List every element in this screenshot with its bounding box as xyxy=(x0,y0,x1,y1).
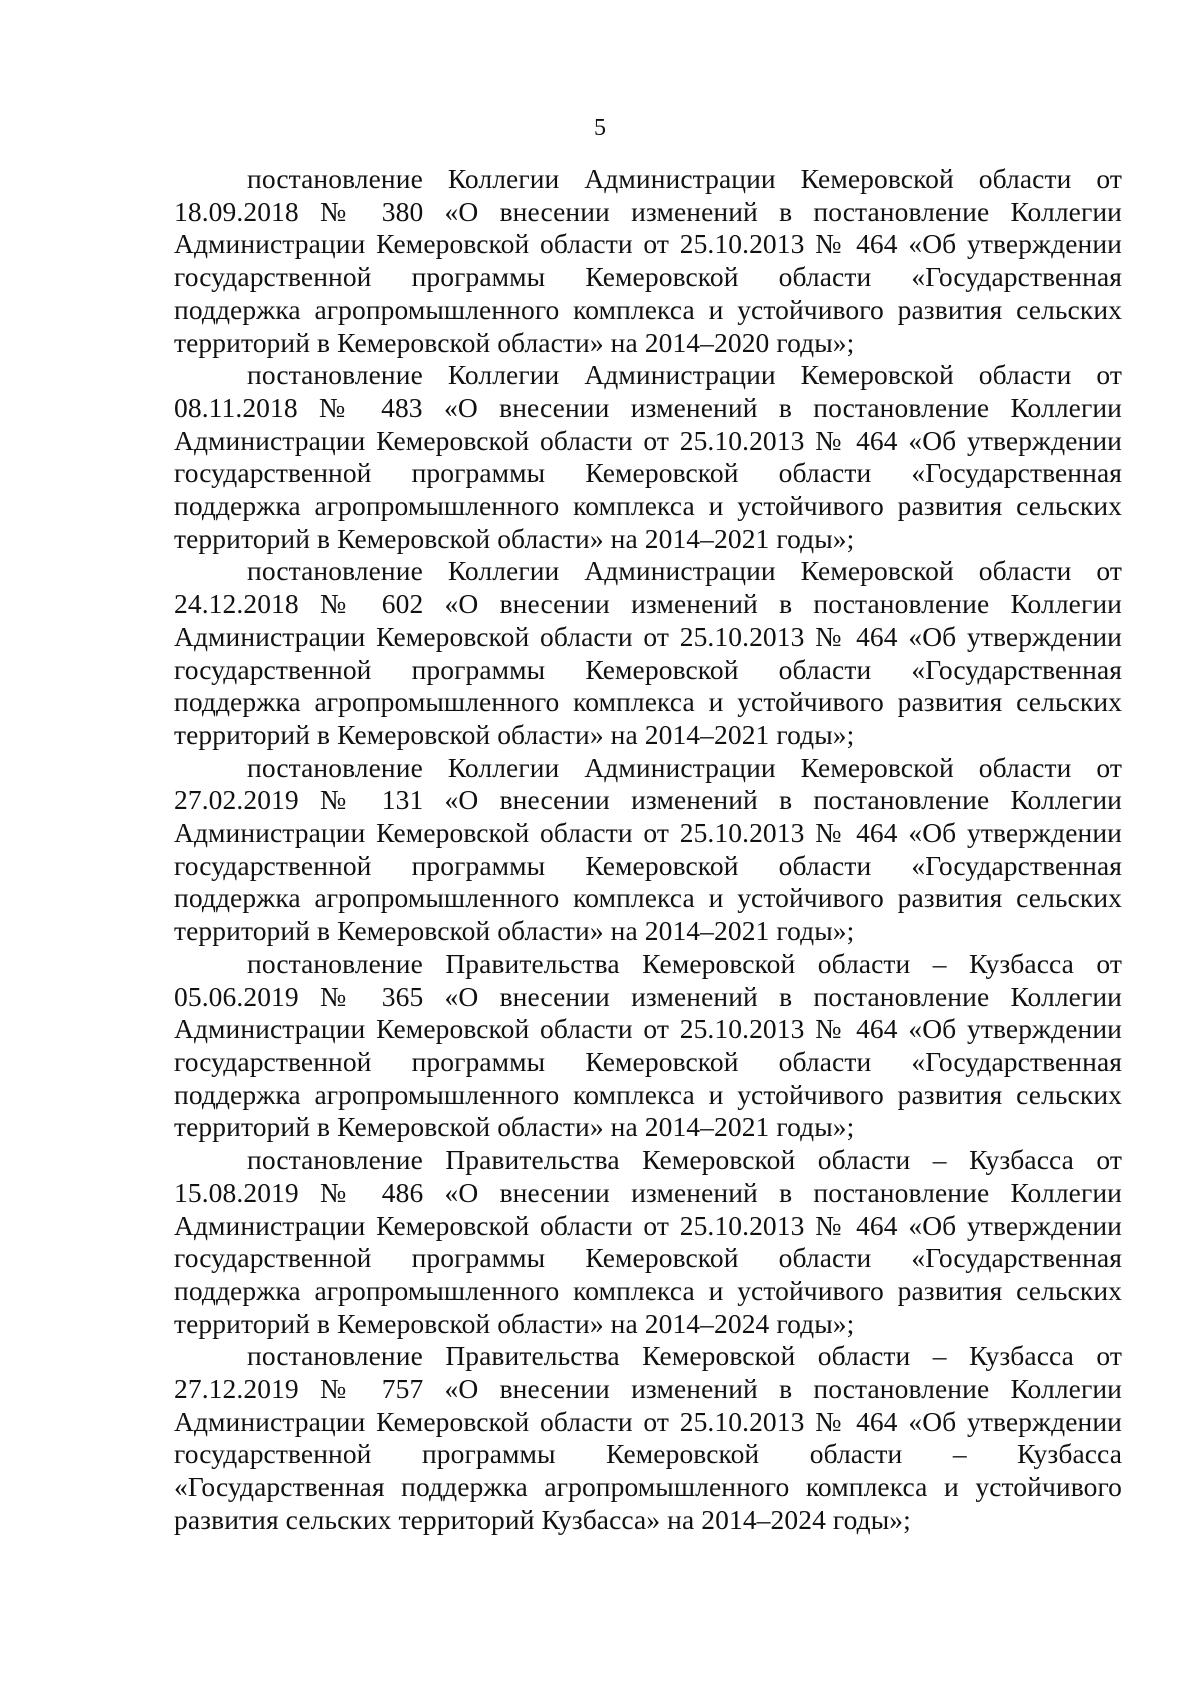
paragraph-resolution-5: постановление Правительства Кемеровской области – Кузбасса от 05.06.2019 № 365 «О внесении изменений в постановление Коллегии Администрации Кемеровской области от 25.10.2013 № 464 «Об утверждении государственной программы Кемеровской области «Государственная поддержка агропромышленного комплекса и устойчивого развития сельских территорий в Кемеровской области» на 2014–2021 годы»; xyxy=(174,947,1122,1143)
document-body xyxy=(174,163,1122,1537)
paragraph-resolution-1: постановление Коллегии Администрации Кемеровской области от 18.09.2018 № 380 «О внесении изменений в постановление Коллегии Администрации Кемеровской области от 25.10.2013 № 464 «Об утверждении государственной программы Кемеровской области «Государственная поддержка агропромышленного комплекса и устойчивого развития сельских территорий в Кемеровской области» на 2014–2020 годы»; xyxy=(174,163,1122,358)
page-number: 5 xyxy=(594,115,606,141)
paragraph-resolution-6: постановление Правительства Кемеровской области – Кузбасса от 15.08.2019 № 486 «О внесении изменений в постановление Коллегии Администрации Кемеровской области от 25.10.2013 № 464 «Об утверждении государственной программы Кемеровской области «Государственная поддержка агропромышленного комплекса и устойчивого развития сельских территорий в Кемеровской области» на 2014–2024 годы»; xyxy=(174,1144,1122,1339)
paragraph-resolution-3: постановление Коллегии Администрации Кемеровской области от 24.12.2018 № 602 «О внесении изменений в постановление Коллегии Администрации Кемеровской области от 25.10.2013 № 464 «Об утверждении государственной программы Кемеровской области «Государственная поддержка агропромышленного комплекса и устойчивого развития сельских территорий в Кемеровской области» на 2014–2021 годы»; xyxy=(174,555,1122,750)
paragraph-resolution-2: постановление Коллегии Администрации Кемеровской области от 08.11.2018 № 483 «О внесении изменений в постановление Коллегии Администрации Кемеровской области от 25.10.2013 № 464 «Об утверждении государственной программы Кемеровской области «Государственная поддержка агропромышленного комплекса и устойчивого развития сельских территорий в Кемеровской области» на 2014–2021 годы»; xyxy=(174,359,1122,554)
paragraph-resolution-7: постановление Правительства Кемеровской области – Кузбасса от 27.12.2019 № 757 «О внесении изменений в постановление Коллегии Администрации Кемеровской области от 25.10.2013 № 464 «Об утверждении государственной программы Кемеровской области – Кузбасса «Государственная поддержка агропромышленного комплекса и устойчивого развития сельских территорий Кузбасса» на 2014–2024 годы»; xyxy=(174,1340,1122,1535)
paragraph-resolution-4: постановление Коллегии Администрации Кемеровской области от 27.02.2019 № 131 «О внесении изменений в постановление Коллегии Администрации Кемеровской области от 25.10.2013 № 464 «Об утверждении государственной программы Кемеровской области «Государственная поддержка агропромышленного комплекса и устойчивого развития сельских территорий в Кемеровской области» на 2014–2021 годы»; xyxy=(174,751,1122,947)
